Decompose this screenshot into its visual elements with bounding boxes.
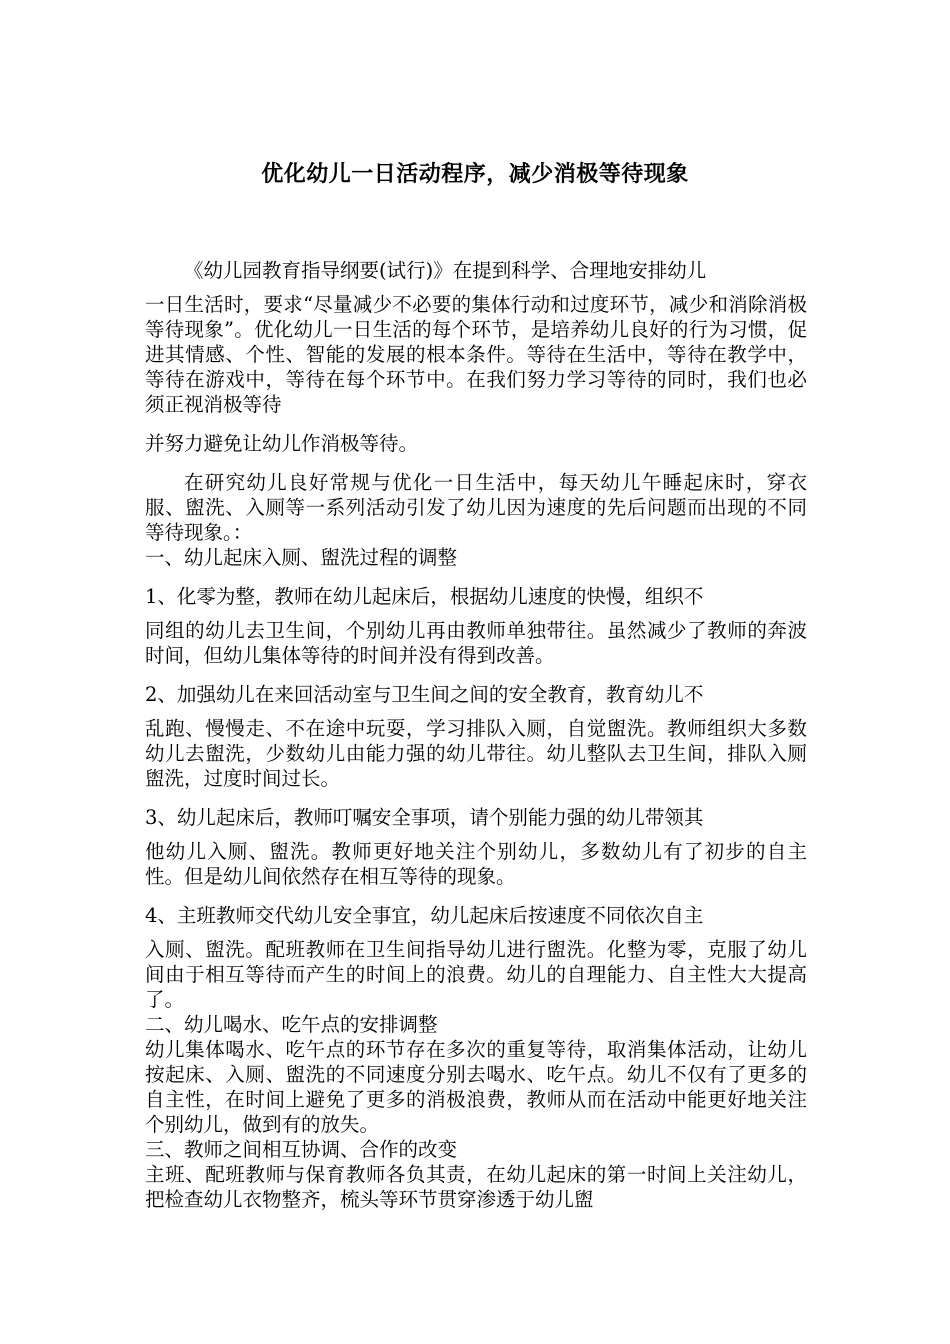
paragraph-intro bbox=[145, 258, 807, 417]
list-item-1-line1: 1、化零为整，教师在幼儿起床后，根据幼儿速度的快慢，组织不 bbox=[145, 585, 704, 608]
document-title: 优化幼儿一日活动程序，减少消极等待现象 bbox=[261, 161, 689, 187]
list-item-1 bbox=[145, 584, 807, 668]
paragraph-snack: 幼儿集体喝水、吃午点的环节存在多次的重复等待，取消集体活动，让幼儿按起床、入厕、盥洗的不同速度分别去喝水、吃午点。幼儿不仅有了更多的自主性，在时间上避免了更多的消极浪费，教师从而在活动中能更好地关注个别幼儿，做到有的放失。 bbox=[145, 1038, 807, 1136]
list-item-4 bbox=[145, 903, 807, 1012]
list-item-3-body: 他幼儿入厕、盥洗。教师更好地关注个别幼儿，多数幼儿有了初步的自主性。但是幼儿间依然存在相互等待的现象。 bbox=[145, 840, 807, 888]
list-item-3-line1: 3、幼儿起床后，教师叮嘱安全事项，请个别能力强的幼儿带领其 bbox=[145, 806, 704, 829]
list-item-2-line1: 2、加强幼儿在来回活动室与卫生间之间的安全教育，教育幼儿不 bbox=[145, 683, 704, 706]
list-item-4-body: 入厕、盥洗。配班教师在卫生间指导幼儿进行盥洗。化整为零，克服了幼儿间由于相互等待而产生的时间上的浪费。幼儿的自理能力、自主性大大提高了。 bbox=[145, 938, 807, 1011]
document-body bbox=[145, 258, 807, 1212]
list-item-2 bbox=[145, 682, 807, 791]
paragraph-intro-line1: 《幼儿园教育指导纲要(试行)》在提到科学、合理地安排幼儿 bbox=[184, 259, 707, 282]
paragraph-intro-body: 一日生活时，要求“尽量减少不必要的集体行动和过度环节，减少和消除消极等待现象”。优化幼儿一日生活的每个环节，是培养幼儿良好的行为习惯，促进其情感、个性、智能的发展的根本条件。等待在生活中，等待在教学中，等待在游戏中，等待在每个环节中。在我们努力学习等待的同时，我们也必须正视消极等待 bbox=[145, 293, 807, 416]
list-item-2-body: 乱跑、慢慢走、不在途中玩耍，学习排队入厕，自觉盥洗。教师组织大多数幼儿去盥洗，少数幼儿由能力强的幼儿带往。幼儿整队去卫生间，排队入厕盥洗，过度时间过长。 bbox=[145, 717, 807, 790]
section-heading-2: 二、幼儿喝水、吃午点的安排调整 bbox=[145, 1013, 438, 1036]
paragraph-intro-last: 并努力避免让幼儿作消极等待。 bbox=[145, 432, 419, 455]
list-item-1-body: 同组的幼儿去卫生间，个别幼儿再由教师单独带往。虽然减少了教师的奔波时间，但幼儿集体等待的时间并没有得到改善。 bbox=[145, 619, 807, 667]
section-heading-1: 一、幼儿起床入厕、盥洗过程的调整 bbox=[145, 546, 458, 569]
list-item-3 bbox=[145, 805, 807, 889]
section-heading-3: 三、教师之间相互协调、合作的改变 bbox=[145, 1138, 458, 1161]
paragraph-teachers: 主班、配班教师与保育教师各负其责，在幼儿起床的第一时间上关注幼儿，把检查幼儿衣物整齐，梳头等环节贯穿渗透于幼儿盥 bbox=[145, 1163, 807, 1211]
list-item-4-line1: 4、主班教师交代幼儿安全事宜，幼儿起床后按速度不同依次自主 bbox=[145, 904, 704, 927]
paragraph-research: 在研究幼儿良好常规与优化一日生活中，每天幼儿午睡起床时，穿衣服、盥洗、入厕等一系列活动引发了幼儿因为速度的先后问题而出现的不同等待现象。： bbox=[145, 471, 807, 544]
